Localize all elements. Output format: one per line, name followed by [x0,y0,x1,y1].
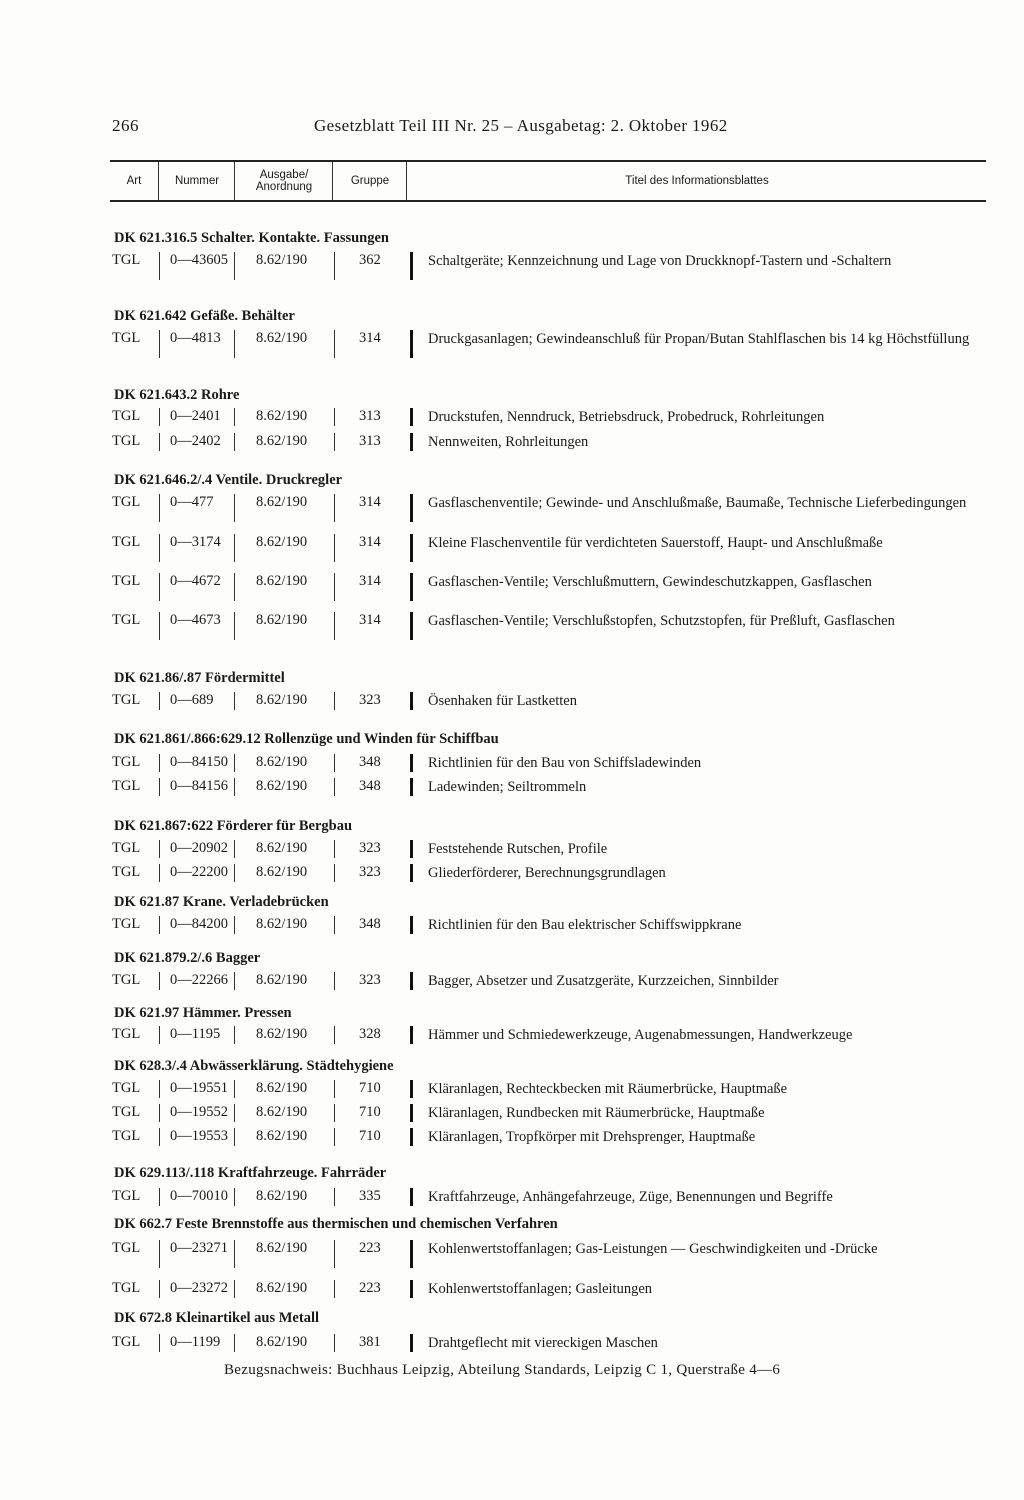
column-rule [410,754,413,772]
column-rule [234,1334,235,1352]
column-rule [159,754,160,772]
cell-art: TGL [112,1188,141,1204]
cell-nummer: 0—1195 [170,1026,221,1042]
column-rule [410,1334,413,1352]
table-row [112,1334,992,1354]
column-rule [334,840,335,858]
cell-titel: Kläranlagen, Rechteckbecken mit Räumerbrücke, Hauptmaße [428,1081,788,1097]
column-rule [159,1334,160,1352]
cell-titel: Gasflaschen-Ventile; Verschlußstopfen, Schutzstopfen, für Preßluft, Gasflaschen [428,613,895,629]
group-title: DK 621.87 Krane. Verladebrücken [114,894,329,910]
column-rule [334,916,335,934]
table-row [112,1104,992,1124]
cell-ausgabe: 8.62/190 [256,494,308,510]
cell-art: TGL [112,778,141,794]
group-title: DK 621.867:622 Förderer für Bergbau [114,818,353,834]
column-rule [410,534,413,562]
column-rule [234,864,235,882]
cell-gruppe: 348 [359,778,381,794]
cell-art: TGL [112,1240,141,1256]
column-rule [234,1080,235,1098]
cell-ausgabe: 8.62/190 [256,1104,308,1120]
column-rule [334,1026,335,1044]
cell-nummer: 0—2401 [170,408,221,424]
column-rule [234,1128,235,1146]
column-rule [410,1104,413,1122]
table-row [112,778,992,798]
cell-gruppe: 313 [359,408,381,424]
cell-ausgabe: 8.62/190 [256,408,308,424]
cell-ausgabe: 8.62/190 [256,778,308,794]
column-rule [410,1280,413,1298]
column-rule [410,1026,413,1044]
cell-ausgabe: 8.62/190 [256,916,308,932]
column-rule [159,1188,160,1206]
column-rule [410,612,413,640]
column-rule [410,433,413,451]
column-rule [410,252,413,280]
cell-gruppe: 348 [359,754,381,770]
cell-titel: Hämmer und Schmiedewerkzeuge, Augenabmessungen, Handwerkzeuge [428,1027,853,1043]
column-rule [234,916,235,934]
cell-art: TGL [112,1080,141,1096]
column-rule [334,494,335,522]
column-rule [159,1104,160,1122]
cell-art: TGL [112,612,141,628]
cell-ausgabe: 8.62/190 [256,1080,308,1096]
column-header-nummer: Nummer [158,162,235,200]
cell-nummer: 0—477 [170,494,214,510]
table-row [112,408,992,428]
column-header-ausgabe: Ausgabe/ Anordnung [234,162,333,200]
column-rule [410,1240,413,1268]
cell-gruppe: 335 [359,1188,381,1204]
column-rule [159,408,160,426]
column-rule [410,840,413,858]
group-title: DK 629.113/.118 Kraftfahrzeuge. Fahrräder [114,1165,387,1181]
cell-titel: Ladewinden; Seiltrommeln [428,779,587,795]
cell-ausgabe: 8.62/190 [256,1334,308,1350]
column-rule [234,1280,235,1298]
cell-nummer: 0—2402 [170,433,221,449]
page-title: Gesetzblatt Teil III Nr. 25 – Ausgabetag: 2. Oktober 1962 [314,116,728,135]
cell-ausgabe: 8.62/190 [256,612,308,628]
page-number: 266 [112,116,139,135]
column-rule [410,692,413,710]
table-row [112,1188,992,1208]
column-rule [410,778,413,796]
table-header [110,160,986,202]
column-rule [159,330,160,358]
table-row [112,916,992,936]
group-title: DK 621.861/.866:629.12 Rollenzüge und Winden für Schiffbau [114,731,499,747]
cell-art: TGL [112,252,141,268]
cell-titel: Richtlinien für den Bau von Schiffsladewinden [428,755,702,771]
column-rule [410,573,413,601]
group-title: DK 621.642 Gefäße. Behälter [114,308,295,324]
column-rule [234,1188,235,1206]
table-row [112,864,992,884]
column-rule [334,1104,335,1122]
group-title: DK 621.646.2/.4 Ventile. Druckregler [114,472,343,488]
column-rule [334,612,335,640]
column-rule [234,972,235,990]
cell-ausgabe: 8.62/190 [256,330,308,346]
column-rule [234,1104,235,1122]
cell-ausgabe: 8.62/190 [256,1240,308,1256]
table-row [112,692,992,712]
column-rule [159,864,160,882]
cell-titel: Feststehende Rutschen, Profile [428,841,608,857]
column-rule [234,573,235,601]
table-row [112,330,992,368]
cell-nummer: 0—3174 [170,534,221,550]
cell-nummer: 0—4813 [170,330,221,346]
column-rule [159,778,160,796]
column-rule [410,1128,413,1146]
column-rule [159,916,160,934]
cell-ausgabe: 8.62/190 [256,840,308,856]
cell-gruppe: 710 [359,1104,381,1120]
cell-ausgabe: 8.62/190 [256,1188,308,1204]
table-row [112,1128,992,1148]
column-rule [334,692,335,710]
group-title: DK 621.86/.87 Fördermittel [114,670,285,686]
cell-titel: Kohlenwertstoffanlagen; Gasleitungen [428,1281,653,1297]
column-rule [234,692,235,710]
cell-gruppe: 223 [359,1280,381,1296]
cell-nummer: 0—20902 [170,840,228,856]
cell-gruppe: 314 [359,534,381,550]
column-rule [159,1080,160,1098]
column-rule [334,330,335,358]
table-row [112,1026,992,1046]
cell-gruppe: 323 [359,972,381,988]
column-rule [234,534,235,562]
cell-titel: Nennweiten, Rohrleitungen [428,434,589,450]
cell-nummer: 0—43605 [170,252,228,268]
cell-ausgabe: 8.62/190 [256,692,308,708]
column-header-titel: Titel des Informationsblattes [406,162,987,200]
column-rule [159,612,160,640]
column-rule [410,494,413,522]
column-rule [410,330,413,358]
table-row [112,612,992,650]
cell-nummer: 0—84200 [170,916,228,932]
column-rule [334,1280,335,1298]
column-rule [234,1240,235,1268]
cell-ausgabe: 8.62/190 [256,433,308,449]
column-rule [159,573,160,601]
column-rule [234,840,235,858]
cell-art: TGL [112,916,141,932]
cell-gruppe: 710 [359,1128,381,1144]
group-title: DK 662.7 Feste Brennstoffe aus thermischen und chemischen Verfahren [114,1216,558,1232]
cell-nummer: 0—23272 [170,1280,228,1296]
cell-art: TGL [112,433,141,449]
table-row [112,433,992,453]
table-row [112,1080,992,1100]
column-rule [334,1128,335,1146]
cell-titel: Kläranlagen, Rundbecken mit Räumerbrücke, Hauptmaße [428,1105,765,1121]
cell-art: TGL [112,1334,141,1350]
group-title: DK 628.3/.4 Abwässerklärung. Städtehygiene [114,1058,394,1074]
table-row [112,252,992,290]
column-rule [159,1280,160,1298]
cell-gruppe: 710 [359,1080,381,1096]
cell-nummer: 0—19551 [170,1080,228,1096]
cell-nummer: 0—84150 [170,754,228,770]
cell-nummer: 0—1199 [170,1334,221,1350]
cell-ausgabe: 8.62/190 [256,864,308,880]
column-rule [410,408,413,426]
column-rule [234,754,235,772]
cell-titel: Kohlenwertstoffanlagen; Gas-Leistungen — Geschwindigkeiten und -Drücke [428,1241,878,1257]
cell-titel: Schaltgeräte; Kennzeichnung und Lage von Druckknopf-Tastern und -Schaltern [428,253,892,269]
cell-ausgabe: 8.62/190 [256,1280,308,1296]
cell-art: TGL [112,864,141,880]
cell-gruppe: 314 [359,330,381,346]
column-rule [334,754,335,772]
column-rule [334,1334,335,1352]
column-rule [334,778,335,796]
cell-art: TGL [112,692,141,708]
column-rule [334,573,335,601]
column-rule [410,864,413,882]
cell-gruppe: 348 [359,916,381,932]
cell-gruppe: 313 [359,433,381,449]
column-rule [234,433,235,451]
cell-gruppe: 323 [359,864,381,880]
column-rule [234,1026,235,1044]
cell-art: TGL [112,754,141,770]
cell-gruppe: 314 [359,612,381,628]
group-title: DK 621.97 Hämmer. Pressen [114,1005,292,1021]
cell-gruppe: 314 [359,494,381,510]
table-row [112,1240,992,1278]
column-rule [410,972,413,990]
cell-nummer: 0—70010 [170,1188,228,1204]
table-row [112,972,992,992]
cell-ausgabe: 8.62/190 [256,252,308,268]
column-rule [410,1188,413,1206]
cell-gruppe: 314 [359,573,381,589]
group-title: DK 621.643.2 Rohre [114,387,240,403]
column-rule [234,330,235,358]
cell-art: TGL [112,1280,141,1296]
column-header-gruppe: Gruppe [332,162,407,200]
column-rule [159,972,160,990]
column-rule [334,433,335,451]
cell-titel: Kläranlagen, Tropfkörper mit Drehsprenger, Hauptmaße [428,1129,756,1145]
cell-nummer: 0—84156 [170,778,228,794]
column-rule [334,864,335,882]
footer-note: Bezugsnachweis: Buchhaus Leipzig, Abteilung Standards, Leipzig C 1, Querstraße 4—6 [224,1362,781,1378]
cell-nummer: 0—23271 [170,1240,228,1256]
column-rule [334,1080,335,1098]
cell-titel: Gasflaschen-Ventile; Verschlußmuttern, Gewindeschutzkappen, Gasflaschen [428,574,872,590]
column-rule [334,252,335,280]
column-header-art: Art [126,175,142,187]
cell-gruppe: 323 [359,840,381,856]
cell-nummer: 0—4672 [170,573,221,589]
cell-titel: Kraftfahrzeuge, Anhängefahrzeuge, Züge, Benennungen und Begriffe [428,1189,833,1205]
column-rule [159,692,160,710]
cell-gruppe: 328 [359,1026,381,1042]
group-title: DK 672.8 Kleinartikel aus Metall [114,1310,319,1326]
cell-nummer: 0—689 [170,692,214,708]
cell-titel: Druckgasanlagen; Gewindeanschluß für Propan/Butan Stahlflaschen bis 14 kg Höchstfüllung [428,331,970,347]
group-title: DK 621.316.5 Schalter. Kontakte. Fassungen [114,230,389,246]
cell-titel: Gasflaschenventile; Gewinde- und Anschlußmaße, Baumaße, Technische Lieferbedingungen [428,495,967,511]
cell-art: TGL [112,494,141,510]
cell-nummer: 0—19553 [170,1128,228,1144]
cell-ausgabe: 8.62/190 [256,972,308,988]
cell-titel: Ösenhaken für Lastketten [428,693,577,709]
column-rule [334,972,335,990]
column-rule [410,1080,413,1098]
column-rule [159,534,160,562]
table-row [112,1280,992,1300]
cell-ausgabe: 8.62/190 [256,1026,308,1042]
cell-nummer: 0—22200 [170,864,228,880]
column-rule [159,433,160,451]
group-title: DK 621.879.2/.6 Bagger [114,950,261,966]
page-header [0,116,1024,140]
column-rule [159,1240,160,1268]
column-rule [234,408,235,426]
cell-art: TGL [112,408,141,424]
column-rule [234,494,235,522]
cell-ausgabe: 8.62/190 [256,1128,308,1144]
column-rule [159,494,160,522]
column-rule [159,1026,160,1044]
cell-gruppe: 381 [359,1334,381,1350]
cell-ausgabe: 8.62/190 [256,573,308,589]
cell-art: TGL [112,573,141,589]
cell-nummer: 0—19552 [170,1104,228,1120]
cell-ausgabe: 8.62/190 [256,534,308,550]
column-rule [334,1188,335,1206]
cell-gruppe: 323 [359,692,381,708]
cell-gruppe: 362 [359,252,381,268]
cell-art: TGL [112,1104,141,1120]
column-rule [334,408,335,426]
column-rule [159,840,160,858]
cell-gruppe: 223 [359,1240,381,1256]
cell-titel: Gliederförderer, Berechnungsgrundlagen [428,865,666,881]
cell-art: TGL [112,1128,141,1144]
cell-art: TGL [112,972,141,988]
column-rule [234,778,235,796]
column-rule [234,612,235,640]
cell-nummer: 0—22266 [170,972,228,988]
column-rule [159,1128,160,1146]
table-row [112,573,992,611]
cell-titel: Drahtgeflecht mit viereckigen Maschen [428,1335,658,1351]
column-rule [334,534,335,562]
column-rule [410,916,413,934]
cell-art: TGL [112,840,141,856]
cell-titel: Richtlinien für den Bau elektrischer Schiffswippkrane [428,917,742,933]
cell-nummer: 0—4673 [170,612,221,628]
column-rule [234,252,235,280]
cell-art: TGL [112,1026,141,1042]
cell-ausgabe: 8.62/190 [256,754,308,770]
cell-titel: Kleine Flaschenventile für verdichteten Sauerstoff, Haupt- und Anschlußmaße [428,535,883,551]
cell-art: TGL [112,534,141,550]
cell-art: TGL [112,330,141,346]
column-rule [334,1240,335,1268]
column-rule [159,252,160,280]
table-row [112,754,992,774]
table-row [112,840,992,860]
cell-titel: Bagger, Absetzer und Zusatzgeräte, Kurzzeichen, Sinnbilder [428,973,779,989]
table-row [112,534,992,572]
table-row [112,494,992,532]
cell-titel: Druckstufen, Nenndruck, Betriebsdruck, Probedruck, Rohrleitungen [428,409,825,425]
